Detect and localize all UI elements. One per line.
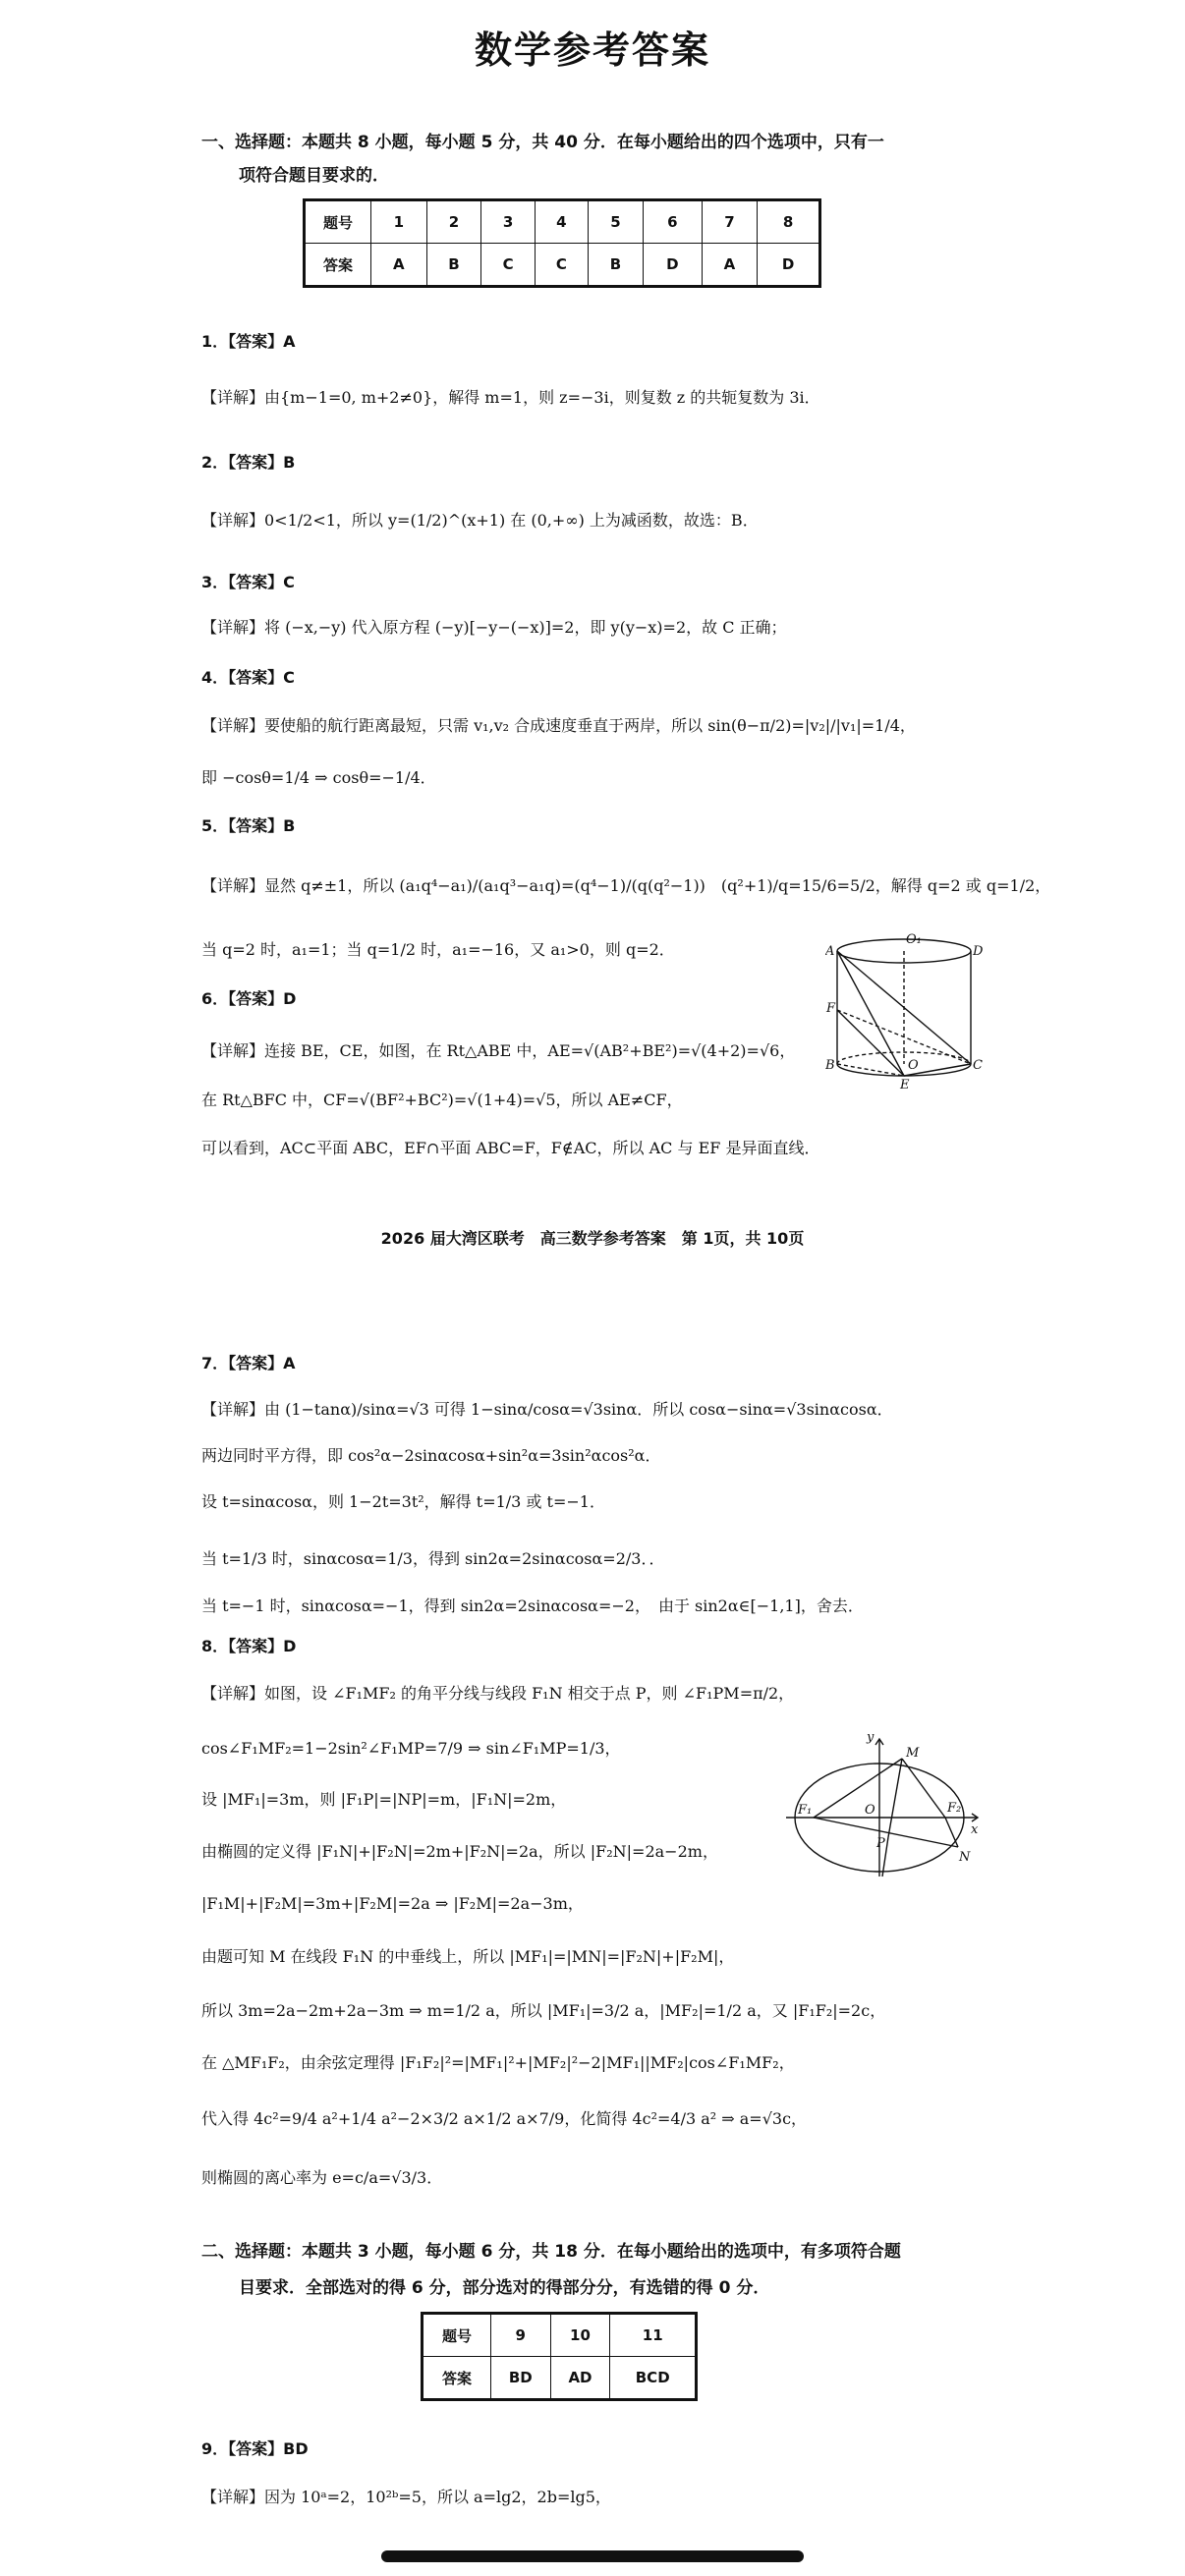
q8-detail-4: 由椭圆的定义得 |F₁N|+|F₂N|=2m+|F₂N|=2a，所以 |F₂N|=2a−2m， xyxy=(201,1842,718,1861)
q7-answer: 7．【答案】A xyxy=(201,1354,296,1372)
q2-answer: 2．【答案】B xyxy=(201,453,296,472)
q4-detail-2: 即 −cosθ=1/4 ⇒ cosθ=−1/4． xyxy=(201,768,436,787)
q2-detail: 【详解】0<1/2<1，所以 y=(1/2)^(x+1) 在 (0,+∞) 上为减函数，故选：B． xyxy=(201,511,759,530)
fig-label-E: E xyxy=(900,1078,910,1089)
ellipse-figure xyxy=(786,1731,983,1878)
table2-answer: BCD xyxy=(610,2357,697,2400)
q7-detail-2: 两边同时平方得，即 cos²α−2sinαcosα+sin²α=3sin²αcos²α． xyxy=(201,1446,661,1465)
home-indicator[interactable] xyxy=(381,2550,804,2562)
q6-detail-2: 在 Rt△BFC 中，CF=√(BF²+BC²)=√(1+4)=√5，所以 AE≠CF， xyxy=(201,1091,683,1109)
table1-answer: B xyxy=(426,244,481,287)
fig-label-D: D xyxy=(973,944,983,959)
section2-heading-line1: 二、选择题：本题共 3 小题，每小题 6 分，共 18 分．在每小题给出的选项中，有多项符合题 xyxy=(201,2242,901,2262)
table1-header-label: 题号 xyxy=(305,200,371,244)
q7-detail-4: 当 t=1/3 时，sinαcosα=1/3，得到 sin2α=2sinαcosα=2/3．． xyxy=(201,1549,665,1568)
page-title: 数学参考答案 xyxy=(474,28,710,72)
q8-detail-6: 由题可知 M 在线段 F₁N 的中垂线上，所以 |MF₁|=|MN|=|F₂N|+|F₂M|， xyxy=(201,1947,735,1966)
table1-number: 5 xyxy=(588,200,643,244)
fig-label-O1: O₁ xyxy=(906,932,922,947)
q5-answer: 5．【答案】B xyxy=(201,816,296,835)
fig-label-C: C xyxy=(973,1058,983,1073)
q5-detail-1: 【详解】显然 q≠±1，所以 (a₁q⁴−a₁)/(a₁q³−a₁q)=(q⁴−1)/(q(q²−1)) (q²+1)/q=15/6=5/2，解得 q=2 或 q=1/2， xyxy=(201,876,1051,895)
q4-detail-1: 【详解】要使船的航行距离最短，只需 v₁,v₂ 合成速度垂直于两岸，所以 sin(θ−π/2)=|v₂|/|v₁|=1/4， xyxy=(201,716,916,735)
table2-number: 9 xyxy=(491,2314,551,2357)
q8-detail-7: 所以 3m=2a−2m+2a−3m ⇒ m=1/2 a，所以 |MF₁|=3/2 a，|MF₂|=1/2 a，又 |F₁F₂|=2c， xyxy=(201,2001,886,2020)
q8-detail-10: 则椭圆的离心率为 e=c/a=√3/3． xyxy=(201,2168,443,2187)
q1-answer: 1．【答案】A xyxy=(201,332,296,351)
table1-number: 1 xyxy=(371,200,427,244)
q8-detail-9: 代入得 4c²=9/4 a²+1/4 a²−2×3/2 a×1/2 a×7/9，化简得 4c²=4/3 a² ⇒ a=√3c， xyxy=(201,2109,808,2128)
table1-number: 2 xyxy=(426,200,481,244)
fig-label-M: M xyxy=(906,1746,920,1761)
q8-detail-1: 【详解】如图，设 ∠F₁MF₂ 的角平分线与线段 F₁N 相交于点 P，则 ∠F₁PM=π/2， xyxy=(201,1684,795,1703)
table2-number: 10 xyxy=(550,2314,610,2357)
q9-detail: 【详解】因为 10ᵃ=2，10²ᵇ=5，所以 a=lg2，2b=lg5， xyxy=(201,2488,611,2506)
fig-label-F1: F₁ xyxy=(798,1803,813,1818)
page-footer: 2026 届大湾区联考 高三数学参考答案 第 1页，共 10页 xyxy=(380,1229,805,1248)
q5-detail-2: 当 q=2 时，a₁=1；当 q=1/2 时，a₁=−16，又 a₁>0，则 q=2． xyxy=(201,940,675,959)
table1-number: 6 xyxy=(643,200,702,244)
q7-detail-1: 【详解】由 (1−tanα)/sinα=√3 可得 1−sinα/cosα=√3sinα．所以 cosα−sinα=√3sinαcosα． xyxy=(201,1400,893,1419)
fig-label-O: O xyxy=(908,1058,919,1073)
table2-number: 11 xyxy=(610,2314,697,2357)
q1-detail: 【详解】由{m−1=0, m+2≠0}，解得 m=1，则 z=−3i，则复数 z 的共轭复数为 3i． xyxy=(201,388,820,407)
table1-answer: C xyxy=(481,244,535,287)
q8-detail-5: |F₁M|+|F₂M|=3m+|F₂M|=2a ⇒ |F₂M|=2a−3m， xyxy=(201,1894,584,1913)
table1-number: 3 xyxy=(481,200,535,244)
section1-heading-line2: 项符合题目要求的． xyxy=(239,166,389,186)
table1-answer: C xyxy=(535,244,588,287)
cylinder-figure xyxy=(825,931,983,1089)
table2-header-label: 题号 xyxy=(423,2314,491,2357)
fig-label-y: y xyxy=(867,1731,875,1745)
fig-label-A: A xyxy=(825,944,835,959)
q8-answer: 8．【答案】D xyxy=(201,1637,297,1655)
table1-answer: D xyxy=(758,244,820,287)
table1-number: 4 xyxy=(535,200,588,244)
table2-answer: BD xyxy=(491,2357,551,2400)
q9-answer: 9．【答案】BD xyxy=(201,2439,309,2458)
q8-detail-8: 在 △MF₁F₂，由余弦定理得 |F₁F₂|²=|MF₁|²+|MF₂|²−2|MF₁||MF₂|cos∠F₁MF₂， xyxy=(201,2053,795,2072)
section1-heading-line1: 一、选择题：本题共 8 小题，每小题 5 分，共 40 分．在每小题给出的四个选项中，只有一 xyxy=(201,133,884,152)
table2-answer: AD xyxy=(550,2357,610,2400)
table1-answer: B xyxy=(588,244,643,287)
q7-detail-3: 设 t=sinαcosα，则 1−2t=3t²，解得 t=1/3 或 t=−1． xyxy=(201,1492,605,1511)
fig-label-N: N xyxy=(959,1850,971,1865)
q3-detail: 【详解】将 (−x,−y) 代入原方程 (−y)[−y−(−x)]=2，即 y(y−x)=2，故 C 正确； xyxy=(201,618,787,637)
table1-answer: D xyxy=(643,244,702,287)
q8-detail-3: 设 |MF₁|=3m，则 |F₁P|=|NP|=m，|F₁N|=2m， xyxy=(201,1790,567,1809)
section2-heading-line2: 目要求．全部选对的得 6 分，部分选对的得部分分，有选错的得 0 分． xyxy=(239,2278,770,2298)
answer-table-2 xyxy=(421,2312,698,2401)
q6-detail-1: 【详解】连接 BE，CE，如图，在 Rt△ABE 中，AE=√(AB²+BE²)=√(4+2)=√6， xyxy=(201,1041,796,1060)
table1-answer: A xyxy=(371,244,427,287)
fig-label-F: F xyxy=(826,1001,836,1016)
q6-answer: 6．【答案】D xyxy=(201,989,297,1008)
q7-detail-5: 当 t=−1 时，sinαcosα=−1，得到 sin2α=2sinαcosα=−2， 由于 sin2α∈[−1,1]，舍去． xyxy=(201,1596,864,1615)
fig-label-P: P xyxy=(876,1836,885,1851)
q6-detail-3: 可以看到，AC⊂平面 ABC，EF∩平面 ABC=F，F∉AC，所以 AC 与 EF 是异面直线． xyxy=(201,1139,820,1157)
q4-answer: 4．【答案】C xyxy=(201,668,295,687)
table1-answer: A xyxy=(702,244,758,287)
fig-label-B: B xyxy=(825,1058,835,1073)
table2-answer-label: 答案 xyxy=(423,2357,491,2400)
table1-answer-label: 答案 xyxy=(305,244,371,287)
table1-number: 7 xyxy=(702,200,758,244)
fig-label-F2: F₂ xyxy=(947,1801,962,1816)
table1-number: 8 xyxy=(758,200,820,244)
fig-label-O: O xyxy=(865,1803,875,1818)
q3-answer: 3．【答案】C xyxy=(201,573,295,591)
answer-table-1 xyxy=(303,198,821,288)
fig-label-x: x xyxy=(971,1822,979,1837)
q8-detail-2: cos∠F₁MF₂=1−2sin²∠F₁MP=7/9 ⇒ sin∠F₁MP=1/3， xyxy=(201,1739,621,1758)
